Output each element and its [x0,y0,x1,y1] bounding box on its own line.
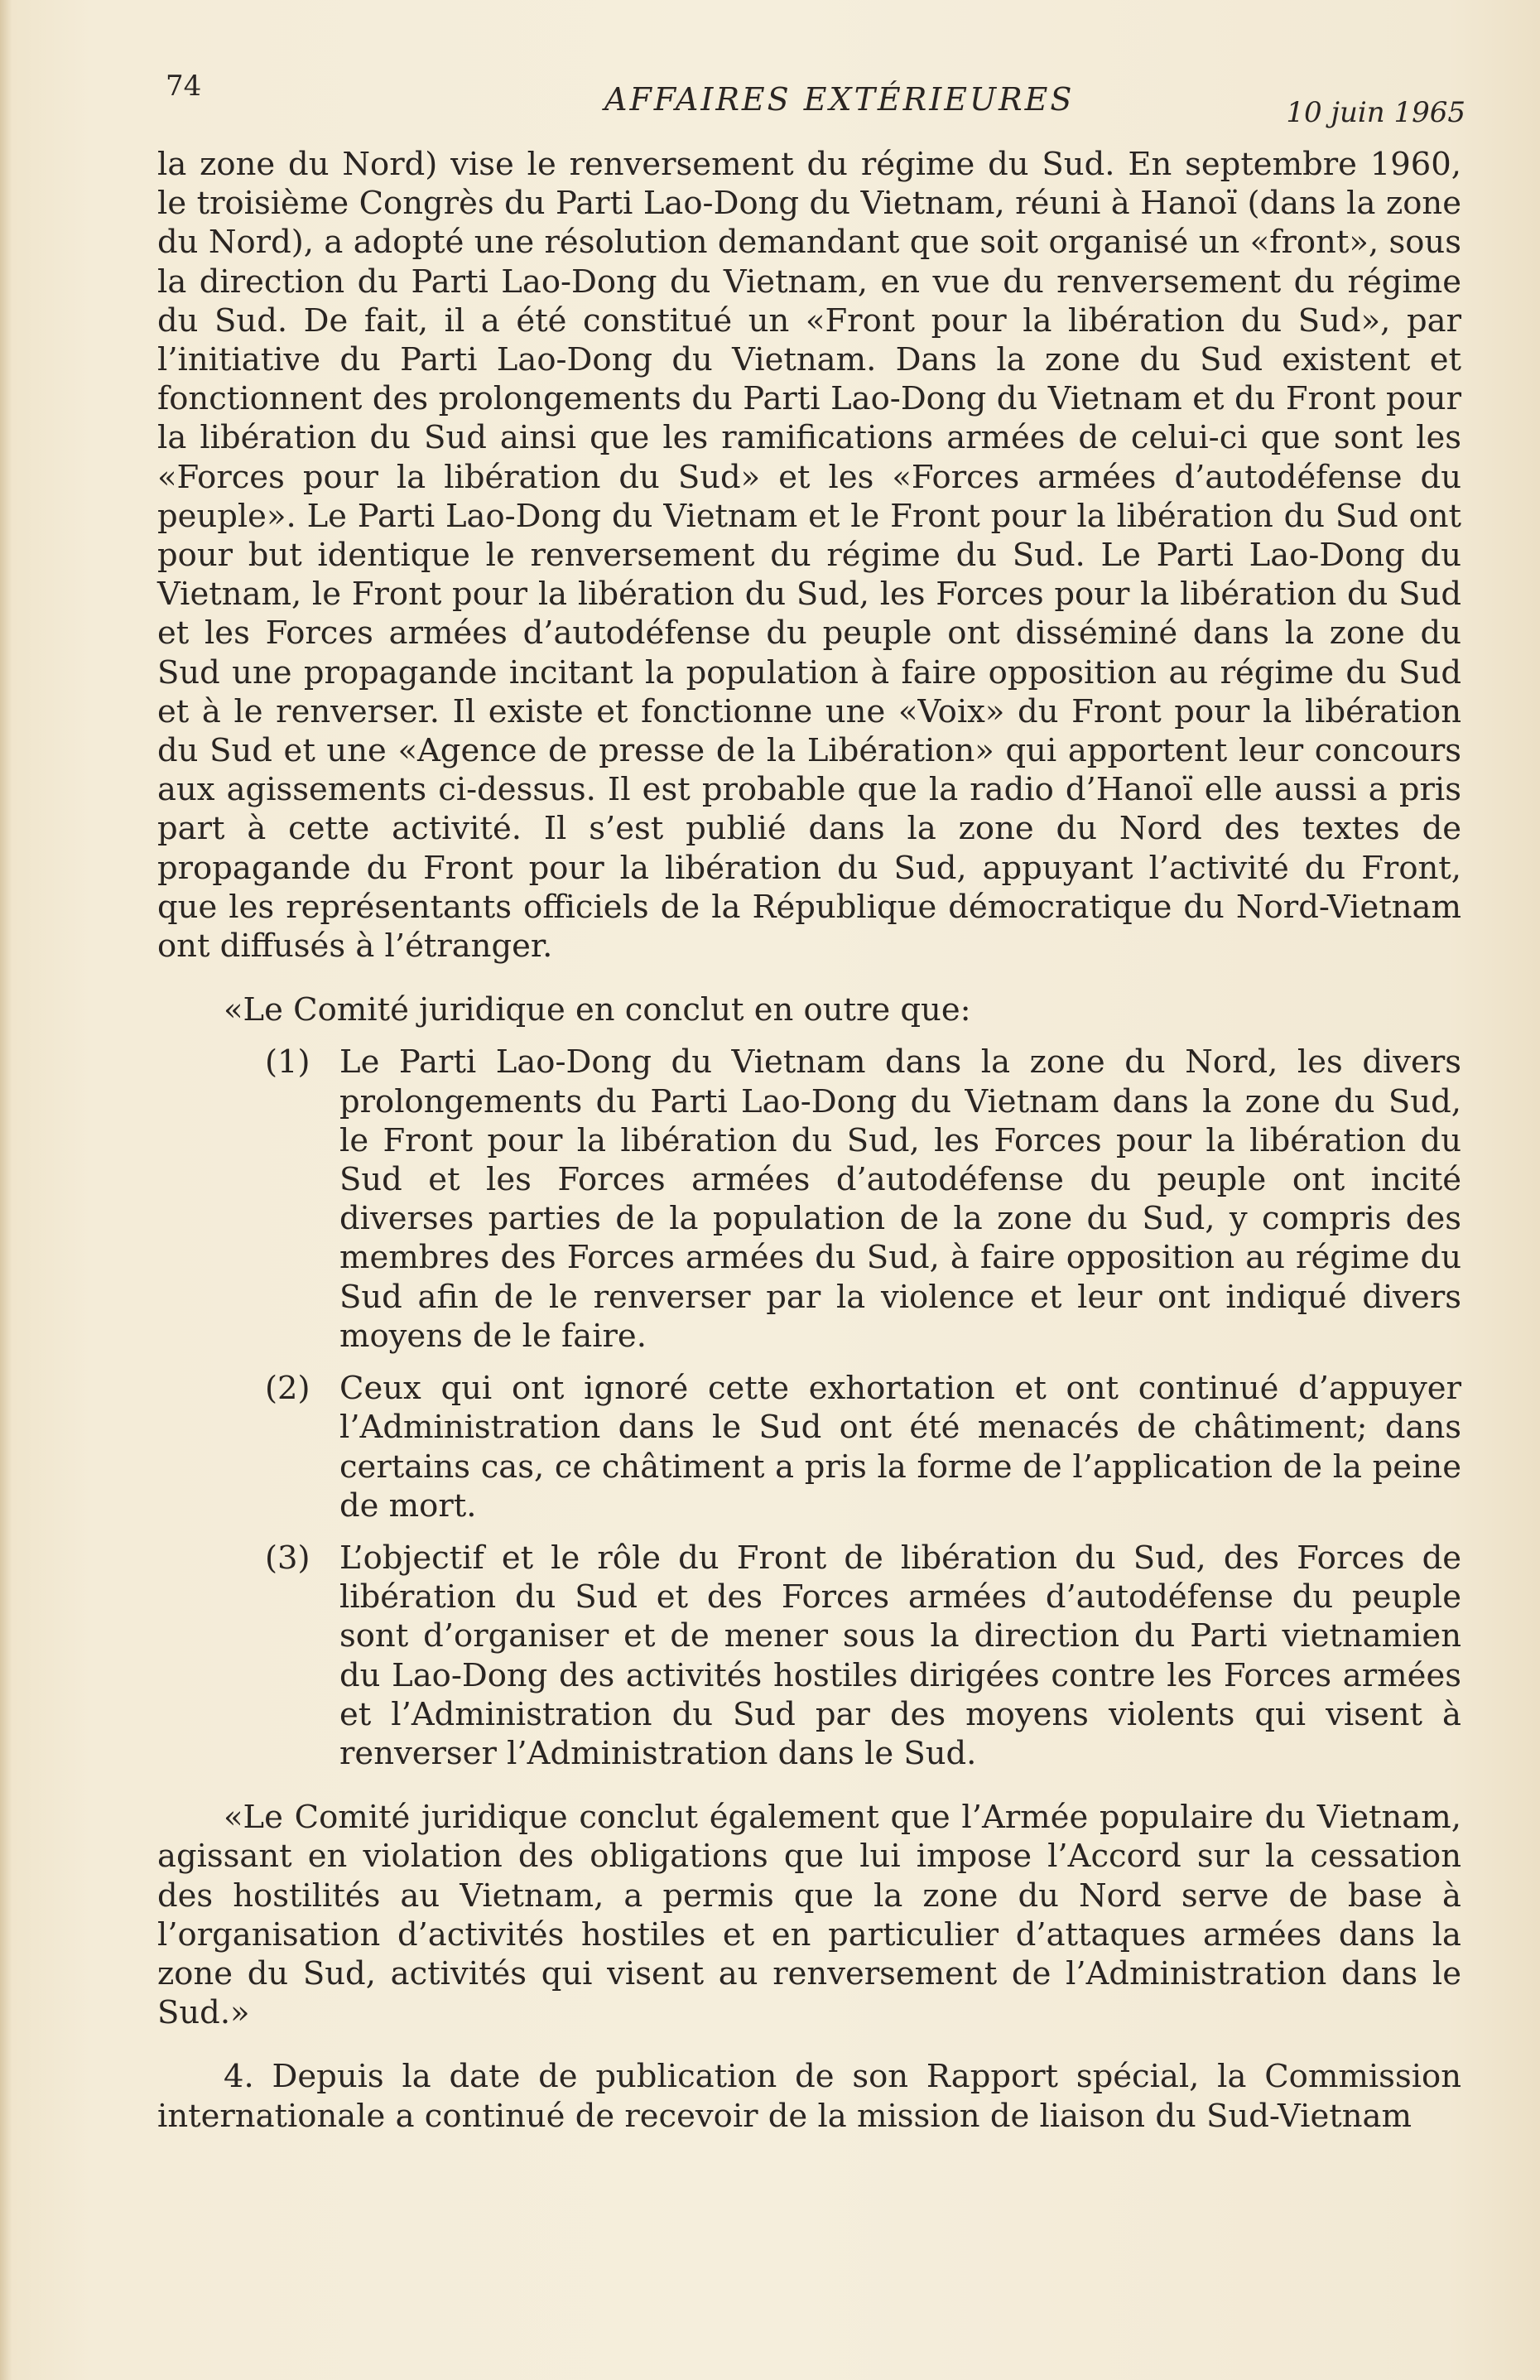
findings-list [157,1043,1461,1773]
opening-paragraph: la zone du Nord) vise le renversement du régime du Sud. En septembre 1960, le troisième Congrès du Parti Lao-Dong du Vietnam, réuni à Hanoï (dans la zone du Nord), a adopté une résolution demandant que soit organisé un «front», sous la direction du Parti Lao-Dong du Vietnam, en vue du renversement du régime du Sud. De fait, il a été constitué un «Front pour la libération du Sud», par l’initiative du Parti Lao-Dong du Vietnam. Dans la zone du Sud existent et fonctionnent des prolongements du Parti Lao-Dong du Vietnam et du Front pour la libération du Sud ainsi que les ramifications armées de celui-ci que sont les «Forces pour la libération du Sud» et les «Forces armées d’autodéfense du peuple». Le Parti Lao-Dong du Vietnam et le Front pour la libération du Sud ont pour but identique le renversement du régime du Sud. Le Parti Lao-Dong du Vietnam, le Front pour la libération du Sud, les Forces pour la libération du Sud et les Forces armées d’autodéfense du peuple ont disséminé dans la zone du Sud une propagande incitant la population à faire opposition au régime du Sud et à le renverser. Il existe et fonctionne une «Voix» du Front pour la libération du Sud et une «Agence de presse de la Libération» qui apportent leur concours aux agissements ci-dessus. Il est probable que la radio d’Hanoï elle aussi a pris part à cette activité. Il s’est publié dans la zone du Nord des textes de propagande du Front pour la libération du Sud, appuyant l’activité du Front, que les représentants officiels de la République démocratique du Nord-Vietnam ont diffusés à l’étranger. [157,146,1461,966]
finding-text: L’objectif et le rôle du Front de libération du Sud, des Forces de libération du Sud et des Forces armées d’autodéfense du peuple sont d’organiser et de mener sous la direction du Parti vietnamien du Lao-Dong des activités hostiles dirigées contre les Forces armées et l’Administration du Sud par des moyens violents qui visent à renverser l’Administration dans le Sud. [339,1539,1461,1772]
journal-title: AFFAIRES EXTÉRIEURES [604,81,1075,118]
finding-item [157,1369,1461,1525]
page-number: 74 [166,70,202,103]
finding-item [157,1043,1461,1356]
finding-text: Le Parti Lao-Dong du Vietnam dans la zone du Nord, les divers prolongements du Parti Lao-Dong du Vietnam dans la zone du Sud, le Front pour la libération du Sud, les Forces pour la libération du Sud et les Forces armées d’autodéfense du peuple ont incité diverses parties de la population de la zone du Sud, y compris des membres des Forces armées du Sud, à faire opposition au régime du Sud afin de le renverser par la violence et leur ont indiqué divers moyens de le faire. [339,1043,1461,1355]
finding-text: Ceux qui ont ignoré cette exhortation et ont continué d’appuyer l’Administration dans le Sud ont été menacés de châtiment; dans certains cas, ce châtiment a pris la forme de l’application de la peine de mort. [339,1370,1461,1525]
second-conclusion-paragraph: «Le Comité juridique conclut également que l’Armée populaire du Vietnam, agissant en violation des obligations que lui impose l’Accord sur la cessation des hostilités au Vietnam, a permis que la zone du Nord serve de base à l’organisation d’activités hostiles et en particulier d’attaques armées dans la zone du Sud, activités qui visent au renversement de l’Administration dans le Sud.» [157,1799,1461,2032]
running-head [157,66,1465,129]
finding-number: (3) [265,1539,310,1577]
finding-number: (1) [265,1043,310,1082]
page-binding-edge [0,0,12,2380]
issue-date: 10 juin 1965 [1286,96,1465,129]
conclusion-intro-paragraph: «Le Comité juridique en conclut en outre que: [224,991,971,1029]
article-body [157,145,1461,2136]
section-four-paragraph: 4. Depuis la date de publication de son Rapport spécial, la Commission internationale a continué de recevoir de la mission de liaison du Sud-Vietnam [157,2058,1461,2135]
finding-item [157,1539,1461,1773]
finding-number: (2) [265,1370,310,1408]
